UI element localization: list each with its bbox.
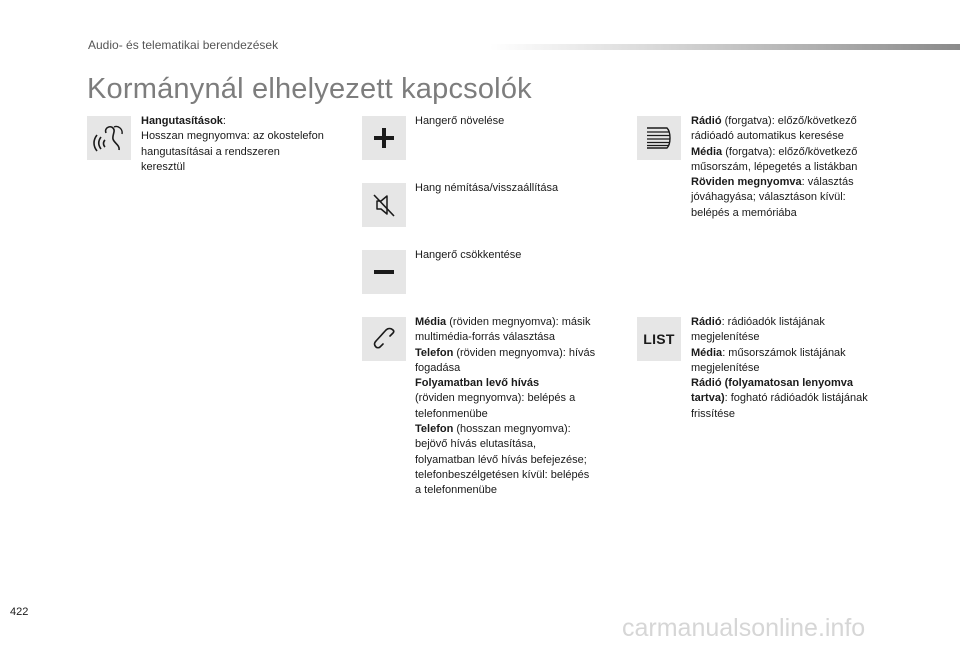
list-icon-label: LIST	[643, 331, 675, 347]
mute-icon	[362, 183, 406, 227]
voice-command-description: Hangutasítások: Hosszan megnyomva: az okostelefon hangutasításai a rendszeren keresztül	[141, 115, 324, 173]
list-icon	[637, 317, 681, 361]
section-header: Audio- és telematikai berendezések	[88, 38, 279, 52]
minus-icon	[362, 250, 406, 294]
mute-description: Hang némítása/visszaállítása	[415, 182, 559, 194]
volume-up-description: Hangerő növelése	[415, 115, 505, 127]
volume-down-description: Hangerő csökkentése	[415, 249, 522, 261]
watermark: carmanualsonline.info	[622, 614, 866, 642]
plus-icon	[362, 116, 406, 160]
phone-description: Média (röviden megnyomva): másik multimédia-forrás választása Telefon (röviden megnyomva): hívás fogadása Folyamatban levő hívás (röviden megnyomva): belépés a telefonmenübe Telefon (hosszan megnyomva): bejövő hívás elutasítása, folyamatban lévő hívás befejezése; telefonbeszélgetésen kívül: belépés a telefonmenübe	[415, 316, 596, 497]
header-divider	[490, 44, 960, 50]
list-description: Rádió: rádióadók listájának megjelenítése Média: műsorszámok listájának megjelenítése Rádió (folyamatosan lenyomva tartva): fogható rádióadók listájának frissítése	[691, 316, 868, 420]
thumbwheel-description: Rádió (forgatva): előző/következő rádióadó automatikus keresése Média (forgatva): előző/következő műsorszám, lépegetés a listákban Röviden megnyomva: választás jóváhagyása; választáson kívül: belépés a memóriába	[691, 115, 858, 219]
voice-command-icon	[87, 116, 131, 160]
phone-icon	[362, 317, 406, 361]
page-number: 422	[10, 606, 29, 618]
thumbwheel-icon	[637, 116, 681, 160]
page-title: Kormánynál elhelyezett kapcsolók	[87, 73, 532, 105]
